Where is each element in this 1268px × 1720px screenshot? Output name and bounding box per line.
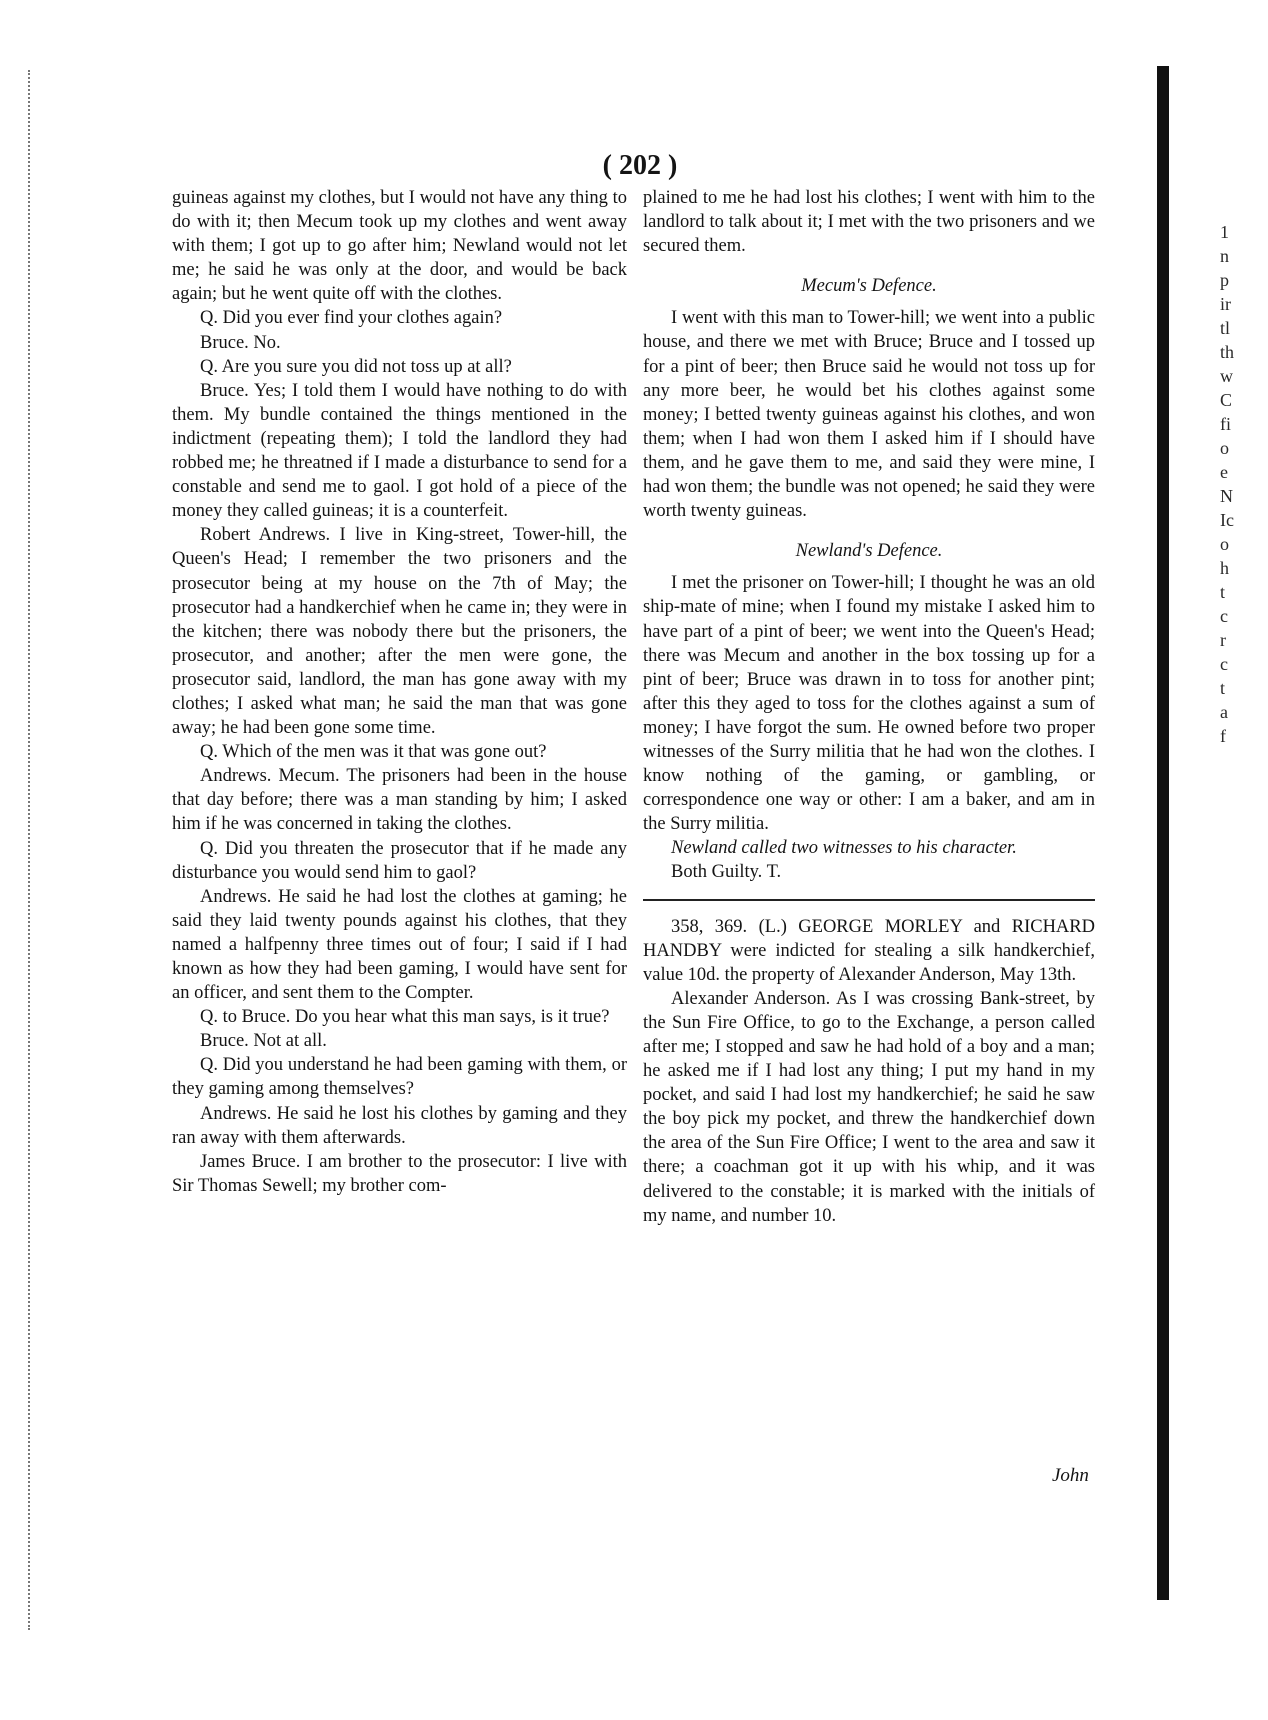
- paragraph: I went with this man to Tower-hill; we went into a public house, and there we met with Bruce; Bruce and I tossed up for a pint of beer; then Bruce said he would not toss up for any more beer, he would bet his clothes against some money; I betted twenty guineas against his clothes, and won them; when I had won them I asked him if I should have them, and he gave them to me, and said they were mine, I had won them; the bundle was not opened; he said they were worth twenty guineas.: [643, 308, 1095, 522]
- margin-fragment: th: [1220, 342, 1235, 362]
- scan-edge-dots: [28, 70, 34, 1630]
- margin-fragment: t: [1220, 678, 1226, 698]
- margin-fragment: C: [1220, 390, 1233, 410]
- paragraph: Q. Did you ever find your clothes again?: [200, 308, 503, 329]
- paragraph: Q. to Bruce. Do you hear what this man says, is it true?: [200, 1007, 610, 1028]
- margin-fragment: t: [1220, 582, 1226, 602]
- margin-fragment: p: [1220, 270, 1229, 290]
- margin-fragment: n: [1220, 246, 1229, 266]
- margin-fragment: o: [1220, 438, 1229, 458]
- section-heading: Newland's Defence.: [795, 541, 943, 562]
- paragraph: Bruce. Not at all.: [200, 1031, 327, 1052]
- paragraph: I met the prisoner on Tower-hill; I thought he was an old ship-mate of mine; when I found my mistake I asked him to have part of a pint of beer; we went into the Queen's Head; there was Mecum and another in the box tossing up for a pint of beer; Bruce was drawn in to toss for another pint; after this they aged to toss for the clothes against a sum of money; I have forgot the sum. He owned before two proper witnesses of the Surry militia that he had won the clothes. I know nothing of the gaming, or gambling, or correspondence one way or other: I am a baker, and am in the Surry militia.: [643, 573, 1095, 835]
- paragraph: guineas against my clothes, but I would not have any thing to do with it; then Mecum took up my clothes and went away with them; I got up to go after him; Newland would not let me; he said he was only at the door, and would be back again; but he went quite off with the clothes.: [172, 188, 627, 305]
- paragraph: Bruce. No.: [200, 332, 281, 353]
- margin-fragment: fi: [1220, 414, 1231, 434]
- margin-fragment: tl: [1220, 318, 1231, 338]
- margin-fragment: r: [1220, 630, 1226, 650]
- paragraph: Bruce. Yes; I told them I would have nothing to do with them. My bundle contained the things mentioned in the indictment (repeating them); I told the landlord they had robbed me; he threatned if I made a disturbance to send for a constable and send me to gaol. I got hold of a piece of the money they called guineas; it is a counterfeit.: [172, 380, 627, 522]
- paragraph: Q. Are you sure you did not toss up at all?: [200, 356, 512, 377]
- paragraph: Q. Did you understand he had been gaming with them, or they gaming among themselves?: [172, 1055, 627, 1100]
- paragraph: Q. Did you threaten the prosecutor that if he made any disturbance you would send him to gaol?: [172, 838, 627, 883]
- paragraph: James Bruce. I am brother to the prosecutor: I live with Sir Thomas Sewell; my brother com-: [172, 1151, 627, 1196]
- paragraph: Newland called two witnesses to his character.: [671, 838, 1017, 859]
- adjacent-page-fragments: [1220, 220, 1250, 748]
- margin-fragment: o: [1220, 534, 1229, 554]
- binding-shadow-bar: [1157, 66, 1169, 1600]
- paragraph: Q. Which of the men was it that was gone out?: [200, 742, 547, 763]
- margin-fragment: a: [1220, 702, 1228, 722]
- section-rule: [643, 899, 1095, 901]
- paragraph: Andrews. He said he lost his clothes by gaming and they ran away with them afterwards.: [172, 1103, 627, 1148]
- section-heading: Mecum's Defence.: [801, 276, 937, 297]
- paragraph: Andrews. He said he had lost the clothes at gaming; he said they laid twenty pounds against his clothes, that they named a halfpenny three times out of four; I said if I had known as how they had been gaming, I would have sent for an officer, and sent them to the Compter.: [172, 886, 627, 1004]
- right-column: [643, 186, 1095, 1228]
- paragraph: Robert Andrews. I live in King-street, Tower-hill, the Queen's Head; I remember the two prisoners and the prosecutor being at my house on the 7th of May; the prosecutor had a handkerchief when he came in; they were in the kitchen; there was nobody there but the prisoners, the prosecutor, and another; after the men were gone, the prosecutor said, landlord, the man has gone away with my clothes; I asked what man; he said the man that was gone away; he had been gone some time.: [172, 525, 627, 739]
- paragraph: Alexander Anderson. As I was crossing Bank-street, by the Sun Fire Office, to go to the Exchange, a person called after me; I stopped and saw he had hold of a boy and a man; he asked me if I had lost any thing; I put my hand in my pocket, and said I had lost my handkerchief; he said he saw the boy pick my pocket, and threw the handkerchief down the area of the Sun Fire Office; I went to the area and saw it there; a coachman got it up with his whip, and it was delivered to the constable; it is marked with the initials of my name, and number 10.: [643, 988, 1095, 1226]
- margin-fragment: c: [1220, 606, 1228, 626]
- margin-fragment: ir: [1220, 294, 1231, 314]
- margin-fragment: f: [1220, 726, 1226, 746]
- margin-fragment: e: [1220, 462, 1228, 482]
- margin-fragment: N: [1220, 486, 1233, 506]
- paragraph: plained to me he had lost his clothes; I went with him to the landlord to talk about it; I met with the two prisoners and we secured them.: [643, 188, 1095, 257]
- left-column: [172, 186, 627, 1198]
- margin-fragment: 1: [1220, 222, 1229, 242]
- catchword: John: [1052, 1465, 1089, 1486]
- paragraph: 358, 369. (L.) GEORGE MORLEY and RICHARD HANDBY were indicted for stealing a silk handkerchief, value 10d. the property of Alexander Anderson, May 13th.: [643, 916, 1095, 985]
- margin-fragment: c: [1220, 654, 1228, 674]
- margin-fragment: h: [1220, 558, 1229, 578]
- margin-fragment: Ic: [1220, 510, 1234, 530]
- paragraph: Both Guilty. T.: [671, 862, 782, 883]
- paragraph: Andrews. Mecum. The prisoners had been in the house that day before; there was a man standing by him; I asked him if he was concerned in taking the clothes.: [172, 766, 627, 835]
- page-number: ( 202 ): [602, 150, 678, 181]
- margin-fragment: w: [1220, 366, 1233, 386]
